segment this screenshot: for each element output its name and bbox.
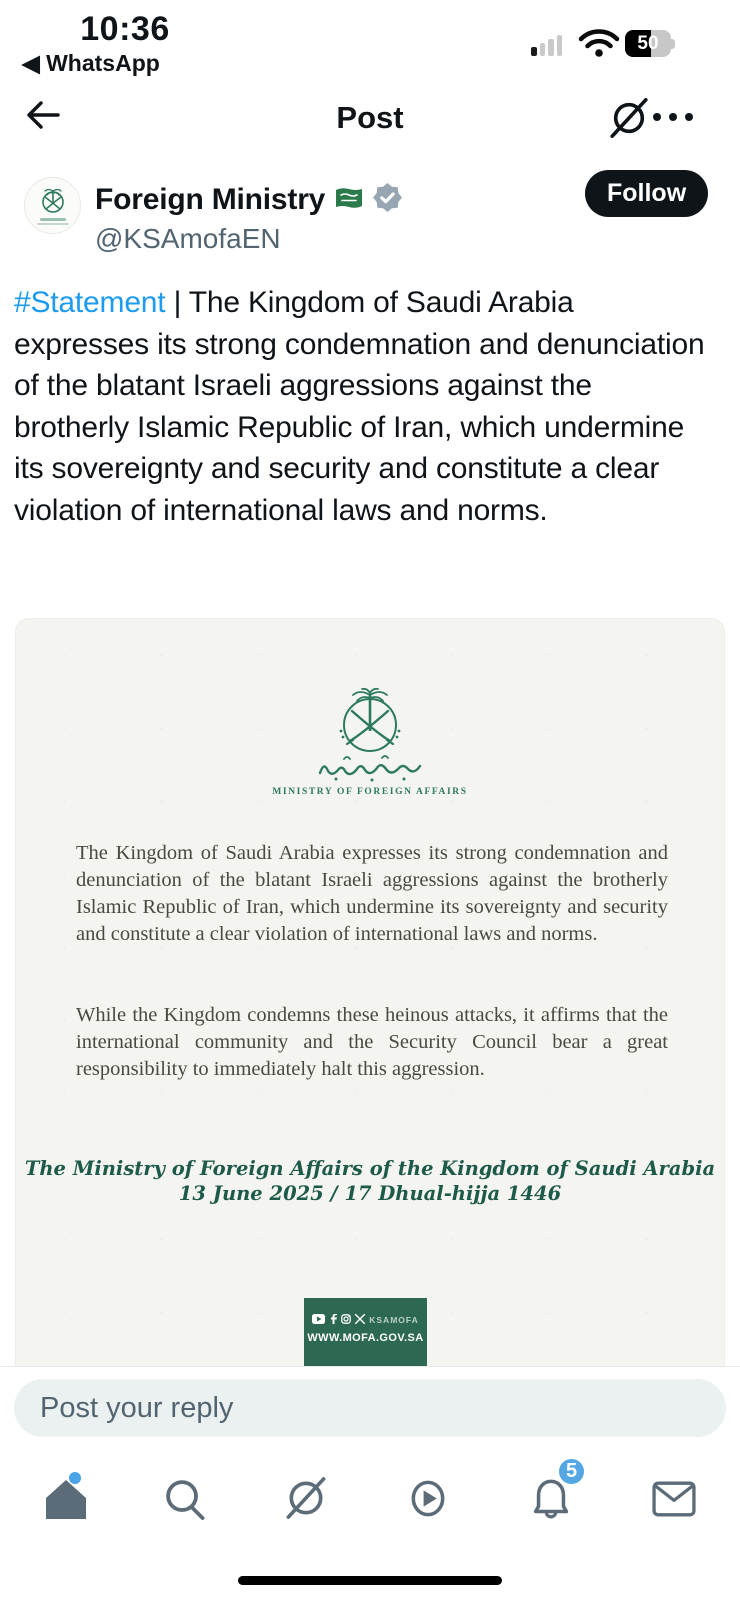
avatar-arabic-line xyxy=(40,218,66,221)
nav-search-tab[interactable] xyxy=(163,1477,207,1526)
avatar[interactable] xyxy=(24,177,81,234)
reply-section xyxy=(0,1366,740,1600)
author-handle[interactable]: @KSAmofaEN xyxy=(95,223,281,254)
cellular-signal-icon xyxy=(531,30,571,56)
instagram-icon xyxy=(341,1311,351,1329)
reply-pill[interactable] xyxy=(14,1379,726,1437)
statement-paragraph-1: The Kingdom of Saudi Arabia expresses its strong condemnation and denunciation of the blatant Israeli aggressions against the brotherly Islamic Republic of Iran, which undermine its sovereignty and security and constitute a clear violation of international laws and norms. xyxy=(76,842,668,945)
notification-badge[interactable]: 5 xyxy=(556,1456,587,1487)
ministry-arabic-calligraphy xyxy=(314,753,426,788)
nav-video-tab[interactable] xyxy=(406,1476,450,1526)
page-title: Post xyxy=(336,100,404,135)
footer-url: WWW.MOFA.GOV.SA xyxy=(307,1332,424,1344)
return-to-whatsapp-banner[interactable]: ◀ WhatsApp xyxy=(22,50,160,76)
statement-footer-banner xyxy=(304,1298,427,1366)
battery-icon xyxy=(625,30,677,57)
statement-signature xyxy=(16,1156,724,1206)
wifi-icon xyxy=(578,28,620,63)
facebook-icon xyxy=(329,1311,337,1329)
more-options-button[interactable] xyxy=(650,110,696,128)
mofa-emblem-icon xyxy=(318,687,422,758)
tweet-text xyxy=(14,282,706,531)
statement-image[interactable] xyxy=(15,618,725,1366)
signature-line-2: 13 June 2025 / 17 Dhual-hijja 1446 xyxy=(178,1182,562,1205)
signature-line-1: The Ministry of Foreign Affairs of the Kingdom of Saudi Arabia xyxy=(24,1157,716,1180)
follow-button[interactable]: Follow xyxy=(585,170,708,217)
hashtag-link[interactable]: #Statement xyxy=(14,286,166,319)
nav-messages-tab[interactable] xyxy=(652,1480,696,1523)
ministry-caption: MINISTRY OF FOREIGN AFFAIRS xyxy=(272,787,468,797)
grok-icon[interactable] xyxy=(608,96,650,145)
author-name[interactable]: Foreign Ministry xyxy=(95,183,326,216)
nav-grok-tab[interactable] xyxy=(284,1475,328,1526)
status-time: 10:36 xyxy=(80,10,170,48)
battery-percent: 50 xyxy=(625,30,671,57)
footer-social-handle: KSAMOFA xyxy=(369,1315,419,1325)
statement-paragraph-2: While the Kingdom condemns these heinous attacks, it affirms that the international community and the Security Council bear a great responsibility to immediately halt this aggression. xyxy=(76,1004,668,1080)
nav-home-tab[interactable] xyxy=(42,1468,90,1525)
reply-input[interactable] xyxy=(14,1392,726,1425)
home-indicator[interactable] xyxy=(238,1576,502,1585)
x-social-icon xyxy=(355,1311,365,1329)
tweet-body: | The Kingdom of Saudi Arabia expresses its strong condemnation and denunciation of the blatant Israeli aggressions against the brotherly Islamic Republic of Iran, which undermine its sovereignty and security and constitute a clear violation of international laws and norms. xyxy=(14,286,705,527)
saudi-flag-emoji xyxy=(334,187,364,214)
youtube-icon xyxy=(312,1311,325,1329)
avatar-caption-line xyxy=(37,223,69,225)
verified-badge-icon xyxy=(373,183,402,217)
